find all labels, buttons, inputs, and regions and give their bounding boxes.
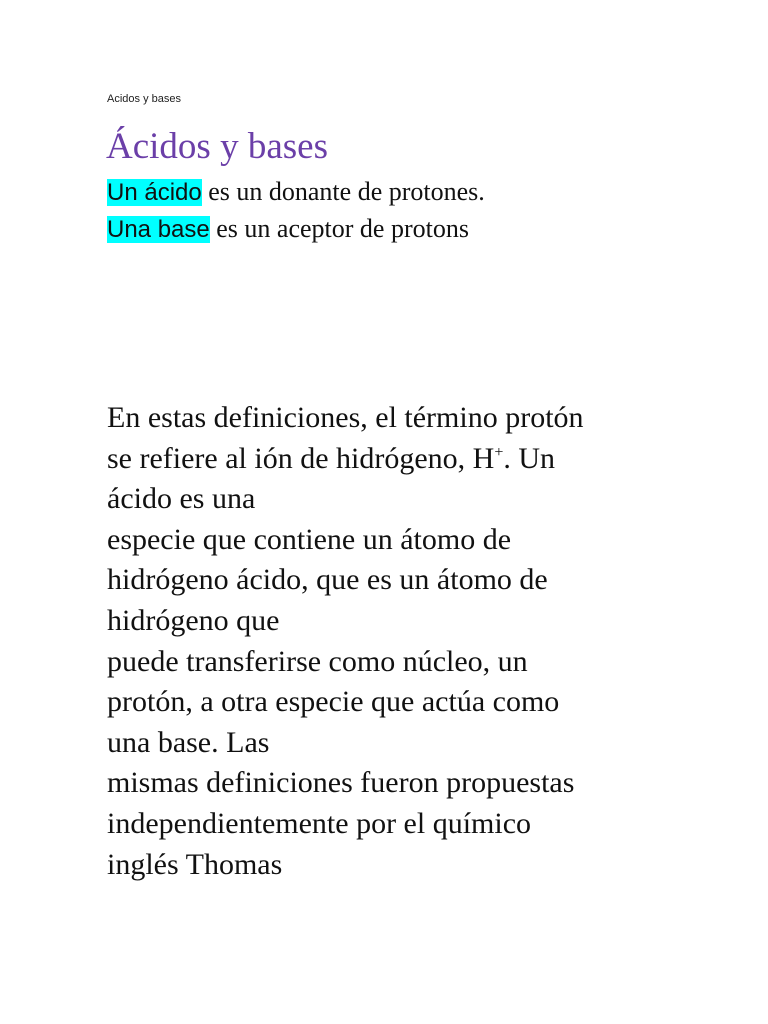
page-title: Ácidos y bases — [106, 126, 328, 167]
paragraph-line: En estas definiciones, el término protón — [107, 401, 584, 434]
paragraph-line — [107, 439, 667, 480]
paragraph-line: mismas definiciones fueron propuestas — [107, 766, 575, 800]
paragraph-line: especie que contiene un átomo de — [107, 522, 512, 556]
body-paragraph — [107, 398, 667, 885]
paragraph-line: hidrógeno ácido, que es un átomo de — [107, 563, 548, 597]
base-term-highlight: Una base — [107, 216, 210, 243]
paragraph-line: inglés Thomas — [107, 847, 283, 881]
paragraph-line: hidrógeno que — [107, 603, 280, 637]
acid-definition — [107, 175, 485, 210]
running-header: Acidos y bases — [107, 93, 181, 105]
paragraph-line-text: se refiere al ión de hidrógeno, H — [107, 441, 495, 475]
paragraph-line-text: . Un — [503, 441, 556, 475]
base-definition-text: es un aceptor de protons — [209, 214, 469, 243]
acid-term-highlight: Un ácido — [107, 179, 202, 206]
paragraph-line: independientemente por el químico — [107, 806, 532, 840]
superscript-plus: + — [494, 443, 504, 461]
paragraph-line: puede transferirse como núcleo, un — [107, 644, 528, 678]
paragraph-line: ácido es una — [107, 482, 256, 516]
base-definition — [107, 212, 469, 247]
acid-definition-text: es un donante de protones. — [201, 177, 485, 206]
paragraph-line: protón, a otra especie que actúa como — [107, 685, 560, 719]
paragraph-line: una base. Las — [107, 725, 270, 759]
